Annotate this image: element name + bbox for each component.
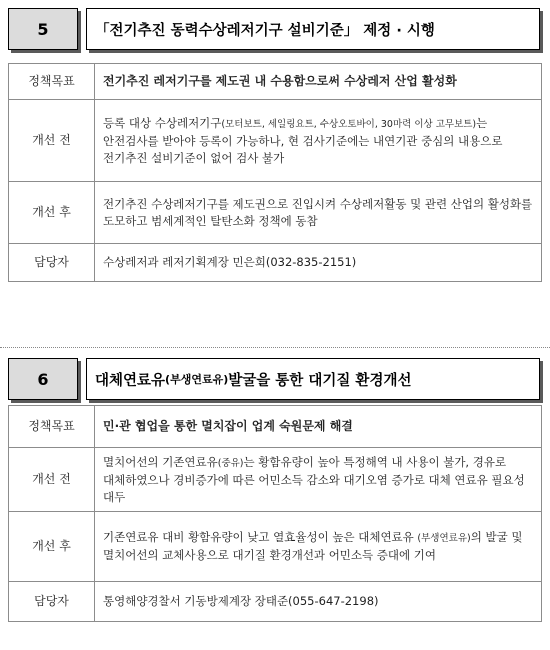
table-row bbox=[9, 512, 542, 582]
after-text-small: (부생연료유) bbox=[417, 533, 471, 544]
before-text-a: 멸치어선의 기존연료유 bbox=[103, 454, 218, 469]
after-label: 개선 후 bbox=[9, 182, 95, 244]
section-title: 「전기추진 동력수상레저기구 설비기준」 제정 · 시행 bbox=[86, 8, 540, 50]
section-5-header bbox=[8, 8, 542, 50]
table-row bbox=[9, 100, 542, 182]
section-6-header bbox=[8, 358, 542, 400]
before-text-b: 는 안전검사를 받아야 등록이 가능하나, 현 검사기준에는 내연기관 중심의 내용으로 전기추진 설비기준이 없어 검사 불가 bbox=[103, 115, 503, 165]
after-text bbox=[95, 512, 542, 582]
before-label: 개선 전 bbox=[9, 448, 95, 512]
section-number: 5 bbox=[8, 8, 78, 50]
before-label: 개선 전 bbox=[9, 100, 95, 182]
before-text-b: 는 황함유량이 높아 특정해역 내 사용이 불가, 경유로 대체하였으나 경비증가에 따른 어민소득 감소와 대기오염 증가로 대체 연료유 필요성 대두 bbox=[103, 454, 525, 504]
goal-label: 정책목표 bbox=[9, 64, 95, 100]
table-row bbox=[9, 448, 542, 512]
title-part-small: (부생연료유) bbox=[165, 373, 229, 386]
section-divider bbox=[0, 347, 550, 348]
table-row bbox=[9, 182, 542, 244]
before-text bbox=[95, 448, 542, 512]
contact-text: 수상레저과 레저기획계장 민은희(032-835-2151) bbox=[95, 244, 542, 282]
before-text-small: (모터보트, 세일링요트, 수상오토바이, 30마력 이상 고무보트) bbox=[221, 118, 477, 130]
title-part-a: 대체연료유 bbox=[95, 372, 166, 389]
contact-label: 담당자 bbox=[9, 244, 95, 282]
table-row bbox=[9, 582, 542, 622]
contact-text: 통영해양경찰서 기동방제계장 장태준(055-647-2198) bbox=[95, 582, 542, 622]
title-part-b: 발굴을 통한 대기질 환경개선 bbox=[228, 372, 412, 389]
goal-text: 전기추진 레저기구를 제도권 내 수용함으로써 수상레저 산업 활성화 bbox=[95, 64, 542, 100]
before-text-a: 등록 대상 수상레저기구 bbox=[103, 115, 222, 130]
section-title bbox=[86, 358, 540, 400]
before-text-small: (중유) bbox=[217, 457, 244, 469]
table-row bbox=[9, 64, 542, 100]
table-row bbox=[9, 244, 542, 282]
section-number: 6 bbox=[8, 358, 78, 400]
after-text-b: 의 발굴 및 멸치어선의 교체사용으로 대기질 환경개선과 어민소득 증대에 기여 bbox=[103, 530, 523, 562]
policy-table-5 bbox=[8, 63, 542, 282]
after-text-a: 기존연료유 대비 황함유량이 낮고 열효율성이 높은 대체연료유 bbox=[103, 530, 418, 544]
goal-label: 정책목표 bbox=[9, 406, 95, 448]
before-text bbox=[95, 100, 542, 182]
policy-table-6 bbox=[8, 405, 542, 622]
table-row bbox=[9, 406, 542, 448]
after-text: 전기추진 수상레저기구를 제도권으로 진입시켜 수상레저활동 및 관련 산업의 활성화를 도모하고 범세계적인 탈탄소화 정책에 동참 bbox=[95, 182, 542, 244]
after-label: 개선 후 bbox=[9, 512, 95, 582]
goal-text: 민·관 협업을 통한 멸치잡이 업계 숙원문제 해결 bbox=[95, 406, 542, 448]
contact-label: 담당자 bbox=[9, 582, 95, 622]
